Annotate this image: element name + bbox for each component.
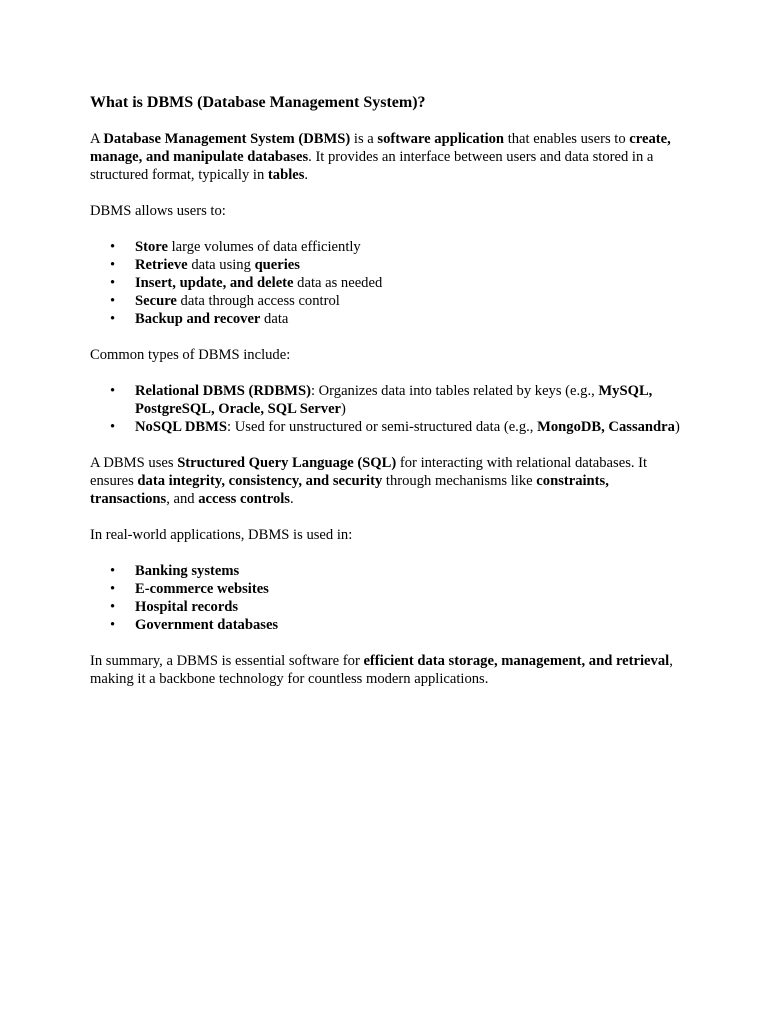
list-item: • NoSQL DBMS: Used for unstructured or semi-structured data (e.g., MongoDB, Cassandra) (110, 419, 680, 435)
bullet-icon: • (110, 563, 116, 579)
summary-paragraph: In summary, a DBMS is essential software for efficient data storage, management, and retrieval, making it a backbone technology for countless modern applications. (90, 653, 673, 687)
uses-list (90, 562, 680, 634)
list-item: • Hospital records (110, 599, 239, 615)
list-item: • Secure data through access control (110, 293, 340, 309)
bullet-icon: • (110, 383, 116, 399)
list-item: • Banking systems (110, 563, 240, 579)
list-item: • Retrieve data using queries (110, 257, 300, 273)
sql-paragraph: A DBMS uses Structured Query Language (SQL) for interacting with relational databases. It ensures data integrity, consistency, and security through mechanisms like constraints, transactions, and access controls. (90, 455, 648, 507)
bullet-icon: • (110, 239, 116, 255)
bullet-icon: • (110, 257, 116, 273)
bullet-icon: • (110, 275, 116, 291)
bullet-icon: • (110, 617, 116, 633)
bullet-icon: • (110, 419, 116, 435)
bullet-icon: • (110, 581, 116, 597)
list-item: • E-commerce websites (110, 581, 269, 597)
list-item: • Backup and recover data (110, 311, 289, 327)
types-heading: Common types of DBMS include: (90, 347, 291, 363)
list-item: • Insert, update, and delete data as needed (110, 275, 383, 291)
list-item: • Store large volumes of data efficiently (110, 239, 361, 255)
bullet-icon: • (110, 311, 116, 327)
types-list (90, 382, 680, 436)
list-item: • Relational DBMS (RDBMS): Organizes data into tables related by keys (e.g., MySQL, PostgreSQL, Oracle, SQL Server) (110, 383, 653, 417)
uses-heading: In real-world applications, DBMS is used in: (90, 527, 353, 543)
document-page (90, 92, 680, 688)
intro-paragraph: A Database Management System (DBMS) is a software application that enables users to create, manage, and manipulate databases. It provides an interface between users and data stored in a structured format, typically in tables. (90, 131, 671, 183)
document-title: What is DBMS (Database Management System)? (90, 94, 426, 111)
bullet-icon: • (110, 293, 116, 309)
list-item: • Government databases (110, 617, 279, 633)
bullet-icon: • (110, 599, 116, 615)
allows-heading: DBMS allows users to: (90, 203, 226, 219)
allows-list (90, 238, 680, 328)
